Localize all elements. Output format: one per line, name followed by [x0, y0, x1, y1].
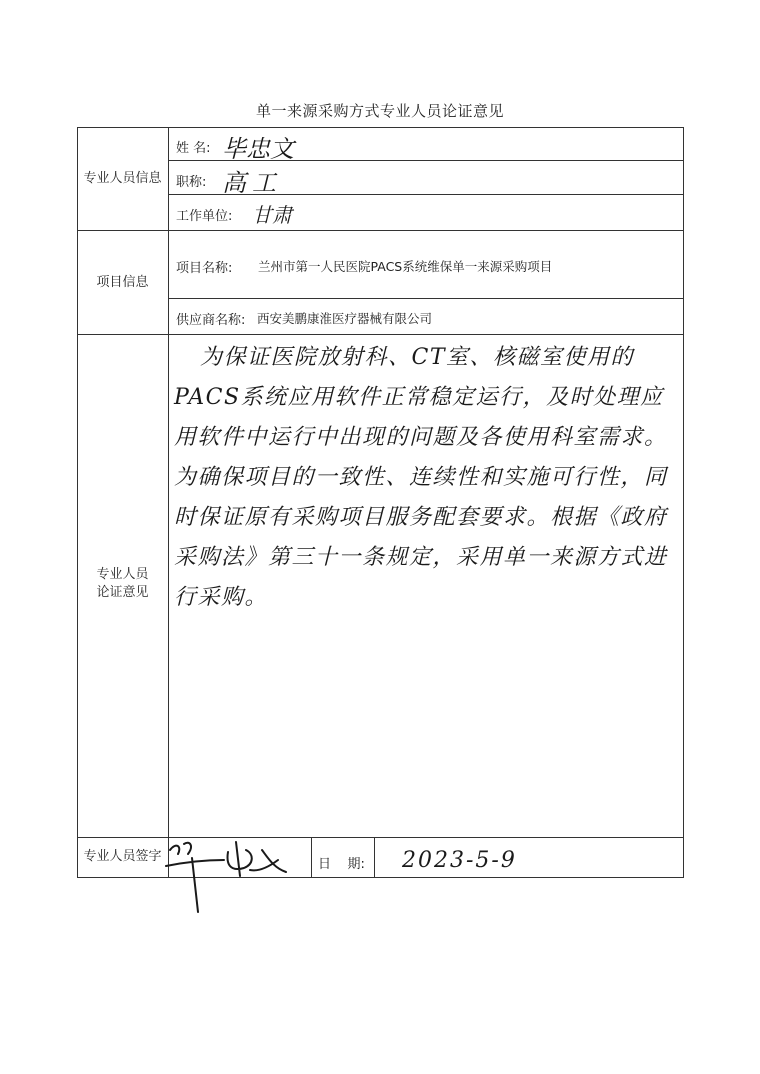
employer-label: 工作单位:	[176, 209, 233, 224]
expert-info-section-label: 专业人员信息	[83, 171, 162, 186]
date-value: 2023-5-9	[402, 848, 517, 873]
project-name-label: 项目名称:	[176, 261, 233, 276]
opinion-label-line2: 论证意见	[96, 585, 149, 600]
date-label: 日 期:	[318, 857, 365, 872]
project-info-section-label: 项目信息	[96, 275, 149, 290]
name-label: 姓 名:	[176, 141, 211, 156]
handwritten-signature	[150, 836, 300, 921]
date-column-divider	[311, 837, 312, 878]
name-value: 毕忠文	[222, 135, 294, 163]
page-title: 单一来源采购方式专业人员论证意见	[255, 102, 504, 120]
employer-value: 甘肃	[252, 203, 292, 227]
signature-section-label: 专业人员签字	[83, 849, 162, 864]
row-divider	[77, 334, 684, 335]
title-value: 高工	[222, 169, 282, 197]
opinion-section-label	[77, 566, 168, 602]
supplier-label: 供应商名称:	[176, 313, 246, 328]
opinion-label-line1: 专业人员	[96, 567, 149, 582]
date-column-divider	[374, 837, 375, 878]
title-label: 职称:	[176, 175, 207, 190]
row-divider	[168, 298, 684, 299]
supplier-value: 西安美鹏康淮医疗器械有限公司	[257, 311, 433, 326]
opinion-text: 为保证医院放射科、CT室、核磁室使用的PACS系统应用软件正常稳定运行，及时处理应用软件中运行中出现的问题及各使用科室需求。为确保项目的一致性、连续性和实施可行性，同时保证原有采购项目服务配套要求。根据《政府采购法》第三十一条规定，采用单一来源方式进行采购。	[174, 345, 668, 610]
project-name-value: 兰州市第一人民医院PACS系统维保单一来源采购项目	[258, 259, 553, 274]
row-divider	[77, 230, 684, 231]
label-column-divider	[168, 127, 169, 878]
